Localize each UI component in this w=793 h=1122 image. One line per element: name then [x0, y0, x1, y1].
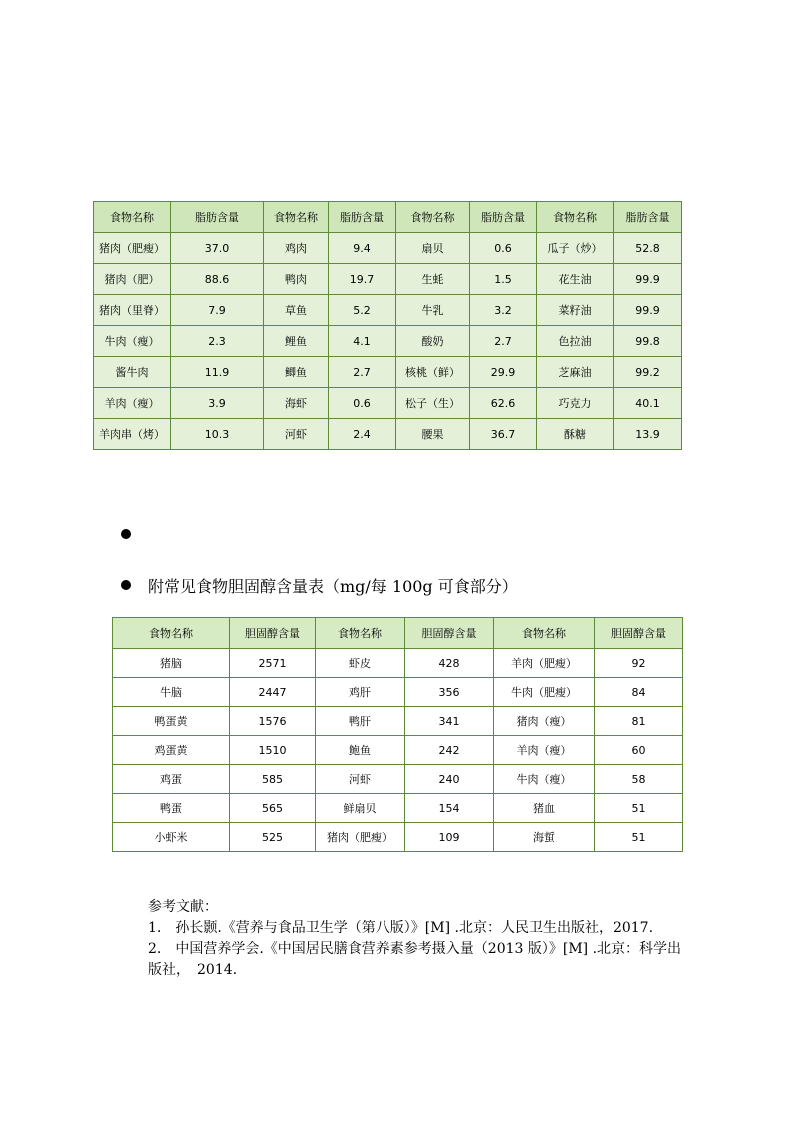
- fat-cell-r6-c2: 3.9: [171, 388, 264, 419]
- chol-cell-r6-c4: 154: [405, 794, 494, 823]
- fat-header-name-1: 食物名称: [94, 202, 171, 233]
- chol-cell-r3-c6: 81: [595, 707, 683, 736]
- fat-cell-r1-c5: 扇贝: [396, 233, 470, 264]
- fat-cell-r6-c1: 羊肉（瘦）: [94, 388, 171, 419]
- chol-cell-r1-c4: 428: [405, 649, 494, 678]
- fat-cell-r4-c8: 99.8: [614, 326, 682, 357]
- fat-cell-r4-c5: 酸奶: [396, 326, 470, 357]
- chol-cell-r3-c2: 1576: [230, 707, 316, 736]
- chol-cell-r7-c1: 小虾米: [113, 823, 230, 852]
- fat-cell-r5-c4: 2.7: [329, 357, 396, 388]
- chol-cell-r5-c5: 牛肉（瘦）: [494, 765, 595, 794]
- chol-cell-r4-c1: 鸡蛋黄: [113, 736, 230, 765]
- chol-header-name-3: 食物名称: [494, 618, 595, 649]
- fat-cell-r7-c1: 羊肉串（烤）: [94, 419, 171, 450]
- fat-cell-r1-c6: 0.6: [470, 233, 537, 264]
- chol-cell-r5-c4: 240: [405, 765, 494, 794]
- fat-cell-r6-c5: 松子（生）: [396, 388, 470, 419]
- fat-cell-r5-c7: 芝麻油: [537, 357, 614, 388]
- chol-cell-r1-c5: 羊肉（肥瘦）: [494, 649, 595, 678]
- chol-cell-r2-c6: 84: [595, 678, 683, 707]
- fat-cell-r4-c7: 色拉油: [537, 326, 614, 357]
- reference-item-1: 1. 孙长颢.《营养与食品卫生学（第八版）》[M] .北京：人民卫生出版社，2017.: [148, 920, 654, 936]
- fat-cell-r6-c7: 巧克力: [537, 388, 614, 419]
- fat-cell-r1-c4: 9.4: [329, 233, 396, 264]
- fat-cell-r7-c5: 腰果: [396, 419, 470, 450]
- fat-cell-r2-c6: 1.5: [470, 264, 537, 295]
- chol-table-row: [113, 823, 683, 852]
- fat-table-header-row: [94, 202, 682, 233]
- chol-cell-r4-c5: 羊肉（瘦）: [494, 736, 595, 765]
- chol-cell-r6-c1: 鸭蛋: [113, 794, 230, 823]
- chol-cell-r6-c6: 51: [595, 794, 683, 823]
- chol-cell-r6-c3: 鲜扇贝: [316, 794, 405, 823]
- fat-cell-r2-c4: 19.7: [329, 264, 396, 295]
- fat-cell-r7-c7: 酥糖: [537, 419, 614, 450]
- chol-table-row: [113, 678, 683, 707]
- fat-cell-r6-c6: 62.6: [470, 388, 537, 419]
- fat-cell-r1-c1: 猪肉（肥瘦）: [94, 233, 171, 264]
- fat-table-row: [94, 264, 682, 295]
- chol-cell-r3-c4: 341: [405, 707, 494, 736]
- fat-cell-r3-c1: 猪肉（里脊）: [94, 295, 171, 326]
- chol-cell-r5-c6: 58: [595, 765, 683, 794]
- chol-cell-r2-c4: 356: [405, 678, 494, 707]
- fat-cell-r1-c8: 52.8: [614, 233, 682, 264]
- fat-cell-r2-c1: 猪肉（肥）: [94, 264, 171, 295]
- fat-table-row: [94, 357, 682, 388]
- fat-cell-r3-c3: 草鱼: [264, 295, 329, 326]
- references: [148, 897, 688, 981]
- fat-cell-r2-c8: 99.9: [614, 264, 682, 295]
- chol-header-value-3: 胆固醇含量: [595, 618, 683, 649]
- fat-cell-r5-c3: 鲫鱼: [264, 357, 329, 388]
- chol-cell-r4-c6: 60: [595, 736, 683, 765]
- fat-cell-r5-c8: 99.2: [614, 357, 682, 388]
- fat-table-row: [94, 295, 682, 326]
- fat-header-value-1: 脂肪含量: [171, 202, 264, 233]
- fat-header-name-4: 食物名称: [537, 202, 614, 233]
- fat-cell-r3-c7: 菜籽油: [537, 295, 614, 326]
- chol-cell-r5-c1: 鸡蛋: [113, 765, 230, 794]
- fat-cell-r5-c1: 酱牛肉: [94, 357, 171, 388]
- fat-cell-r6-c4: 0.6: [329, 388, 396, 419]
- chol-cell-r6-c5: 猪血: [494, 794, 595, 823]
- fat-header-value-2: 脂肪含量: [329, 202, 396, 233]
- chol-cell-r7-c2: 525: [230, 823, 316, 852]
- bullet-section: [121, 580, 131, 590]
- fat-table-row: [94, 388, 682, 419]
- fat-cell-r4-c2: 2.3: [171, 326, 264, 357]
- chol-cell-r1-c3: 虾皮: [316, 649, 405, 678]
- chol-table-row: [113, 794, 683, 823]
- chol-cell-r7-c4: 109: [405, 823, 494, 852]
- chol-cell-r4-c2: 1510: [230, 736, 316, 765]
- fat-cell-r4-c6: 2.7: [470, 326, 537, 357]
- fat-cell-r3-c5: 牛乳: [396, 295, 470, 326]
- chol-table-row: [113, 649, 683, 678]
- chol-cell-r7-c5: 海蜇: [494, 823, 595, 852]
- fat-cell-r4-c3: 鲤鱼: [264, 326, 329, 357]
- chol-cell-r5-c3: 河虾: [316, 765, 405, 794]
- fat-cell-r5-c5: 核桃（鲜）: [396, 357, 470, 388]
- fat-table-row: [94, 233, 682, 264]
- fat-content-table: [93, 201, 682, 450]
- fat-cell-r5-c2: 11.9: [171, 357, 264, 388]
- reference-item-2: 2. 中国营养学会.《中国居民膳食营养素参考摄入量（2013 版）》[M] .北京：科学出版社， 2014.: [148, 941, 682, 978]
- chol-cell-r2-c2: 2447: [230, 678, 316, 707]
- fat-cell-r4-c4: 4.1: [329, 326, 396, 357]
- fat-cell-r7-c8: 13.9: [614, 419, 682, 450]
- fat-table-row: [94, 419, 682, 450]
- fat-cell-r1-c3: 鸡肉: [264, 233, 329, 264]
- fat-cell-r3-c4: 5.2: [329, 295, 396, 326]
- fat-cell-r2-c3: 鸭肉: [264, 264, 329, 295]
- fat-cell-r3-c8: 99.9: [614, 295, 682, 326]
- fat-cell-r7-c6: 36.7: [470, 419, 537, 450]
- section-title: 附常见食物胆固醇含量表（mg/每 100g 可食部分）: [148, 577, 518, 596]
- fat-cell-r7-c3: 河虾: [264, 419, 329, 450]
- fat-cell-r7-c2: 10.3: [171, 419, 264, 450]
- chol-cell-r5-c2: 585: [230, 765, 316, 794]
- chol-header-value-2: 胆固醇含量: [405, 618, 494, 649]
- chol-cell-r3-c3: 鸭肝: [316, 707, 405, 736]
- cholesterol-content-table: [112, 617, 683, 852]
- fat-cell-r1-c2: 37.0: [171, 233, 264, 264]
- fat-header-name-3: 食物名称: [396, 202, 470, 233]
- fat-cell-r2-c2: 88.6: [171, 264, 264, 295]
- fat-cell-r3-c6: 3.2: [470, 295, 537, 326]
- chol-cell-r3-c5: 猪肉（瘦）: [494, 707, 595, 736]
- chol-cell-r1-c1: 猪脑: [113, 649, 230, 678]
- chol-cell-r7-c6: 51: [595, 823, 683, 852]
- fat-cell-r4-c1: 牛肉（瘦）: [94, 326, 171, 357]
- chol-cell-r1-c2: 2571: [230, 649, 316, 678]
- chol-cell-r4-c3: 鲍鱼: [316, 736, 405, 765]
- fat-cell-r1-c7: 瓜子（炒）: [537, 233, 614, 264]
- chol-cell-r1-c6: 92: [595, 649, 683, 678]
- fat-cell-r2-c5: 生蚝: [396, 264, 470, 295]
- fat-cell-r6-c3: 海虾: [264, 388, 329, 419]
- chol-cell-r2-c3: 鸡肝: [316, 678, 405, 707]
- chol-table-row: [113, 736, 683, 765]
- chol-header-value-1: 胆固醇含量: [230, 618, 316, 649]
- chol-header-name-1: 食物名称: [113, 618, 230, 649]
- fat-cell-r6-c8: 40.1: [614, 388, 682, 419]
- fat-cell-r2-c7: 花生油: [537, 264, 614, 295]
- fat-cell-r3-c2: 7.9: [171, 295, 264, 326]
- chol-table-row: [113, 707, 683, 736]
- fat-table-row: [94, 326, 682, 357]
- chol-header-name-2: 食物名称: [316, 618, 405, 649]
- chol-cell-r3-c1: 鸭蛋黄: [113, 707, 230, 736]
- fat-header-name-2: 食物名称: [264, 202, 329, 233]
- fat-cell-r7-c4: 2.4: [329, 419, 396, 450]
- references-heading: 参考文献：: [148, 899, 218, 915]
- chol-cell-r6-c2: 565: [230, 794, 316, 823]
- chol-cell-r2-c5: 牛肉（肥瘦）: [494, 678, 595, 707]
- chol-table-row: [113, 765, 683, 794]
- chol-cell-r7-c3: 猪肉（肥瘦）: [316, 823, 405, 852]
- chol-cell-r2-c1: 牛脑: [113, 678, 230, 707]
- fat-cell-r5-c6: 29.9: [470, 357, 537, 388]
- fat-header-value-4: 脂肪含量: [614, 202, 682, 233]
- fat-header-value-3: 脂肪含量: [470, 202, 537, 233]
- bullet-empty: [121, 529, 131, 539]
- chol-table-header-row: [113, 618, 683, 649]
- chol-cell-r4-c4: 242: [405, 736, 494, 765]
